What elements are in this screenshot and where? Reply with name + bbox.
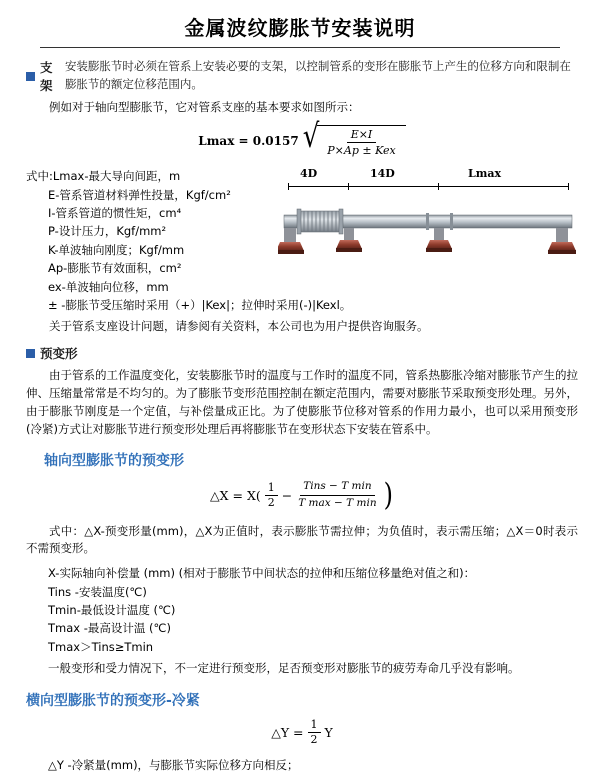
formula-lmax bbox=[26, 118, 578, 157]
radical-sign-icon: √ bbox=[302, 118, 320, 156]
section-heading-support bbox=[26, 58, 578, 94]
formula-lmax-lhs: Lmax = 0.0157 bbox=[198, 134, 299, 148]
section-heading-predeform-label: 预变形 bbox=[40, 346, 78, 362]
equation-axial-frac-num: Tins − T min bbox=[300, 480, 374, 496]
formula-lmax-radical bbox=[302, 118, 406, 157]
bullet-square-icon bbox=[26, 72, 35, 81]
equation-axial-half-num: 1 bbox=[265, 481, 278, 496]
axial-item: Tmax＞Tins≥Tmin bbox=[48, 639, 154, 654]
pipe-diagram-svg bbox=[278, 193, 578, 267]
equation-lateral-half-num: 1 bbox=[308, 718, 321, 733]
figure-label-lmax: Lmax bbox=[468, 167, 502, 181]
section-lateral-explain: △Y -冷紧量(mm)，与膨胀节实际位移方向相反； bbox=[48, 757, 299, 772]
equation-lateral bbox=[26, 718, 578, 747]
document-content bbox=[0, 58, 600, 774]
bullet-square-icon bbox=[26, 349, 35, 358]
equation-axial-half bbox=[265, 481, 278, 510]
page-title: 金属波纹膨胀节安装说明 bbox=[184, 16, 416, 40]
axial-items-list bbox=[26, 564, 578, 656]
equation-axial-frac-den: T max − T min bbox=[298, 497, 377, 510]
legend-item: K-单波轴向刚度；Kgf/mm bbox=[48, 242, 185, 257]
legend-item: Ap-膨胀节有效面积，cm² bbox=[48, 261, 182, 276]
section-heading-axial: 轴向型膨胀节的预变形 bbox=[44, 453, 184, 470]
axial-item: Tmin-最低设计温度 (℃) bbox=[48, 603, 176, 618]
equation-axial-rparen: ) bbox=[383, 476, 393, 513]
section-axial-note: 一般变形和受力情况下，不一定进行预变形，足否预变形对膨胀节的疲劳寿命几乎没有影响。 bbox=[48, 661, 520, 676]
legend-item: ± -膨胀节受压缩时采用（+）|Kex|；拉伸时采用(-)|Kexl。 bbox=[48, 297, 352, 312]
legend-item: P-设计压力，Kgf/mm² bbox=[48, 224, 167, 239]
formula-lmax-numerator: E×I bbox=[347, 128, 377, 143]
legend-item: I-管系管道的惯性矩，cm⁴ bbox=[48, 205, 182, 220]
legend-item: ex-单波轴向位移，mm bbox=[48, 279, 169, 294]
section-predeform-para: 由于管系的工作温度变化，安装膨胀节时的温度与工作时的温度不同，管系热膨胀冷缩对膨胀节产生的拉伸、压缩量常常是不均匀的。为了膨胀节变形范围控制在额定范围内，需要对膨胀节采取预变形处理。另外，由于膨胀节刚度是一个定值，与补偿量成正比。为了使膨胀节位移对管系的作用力最小，也可以采用预变形(冷紧)方式让对膨胀节进行预变形处理后再将膨胀节在变形状态下安装在管系中。 bbox=[26, 368, 578, 436]
axial-item: Tmax -最高设计温 (℃) bbox=[48, 621, 171, 636]
equation-lateral-rhs: Y bbox=[324, 724, 333, 740]
equation-axial-lhs: △X = X( bbox=[210, 488, 261, 504]
support-closing-para: 关于管系支座设计问题，请参阅有关资料，本公司也为用户提供咨询服务。 bbox=[49, 319, 429, 334]
figure-labels bbox=[278, 167, 578, 183]
equation-axial-fraction bbox=[295, 480, 379, 510]
axial-item: X-实际轴向补偿量 (mm) (相对于膨胀节中间状态的拉伸和压缩位移量绝对值之和)： bbox=[48, 566, 476, 581]
figure-dimension-lines bbox=[278, 183, 578, 191]
equation-axial-minus: − bbox=[281, 488, 293, 504]
axial-item: Tins -安装温度(℃) bbox=[48, 584, 147, 599]
equation-lateral-lhs: △Y = bbox=[271, 724, 304, 740]
equation-lateral-half bbox=[308, 718, 321, 747]
document-page bbox=[0, 12, 600, 772]
pipe-support-figure bbox=[278, 167, 578, 267]
formula-lmax-denominator: P×Ap ± Kex bbox=[327, 144, 396, 157]
section-support-para2: 例如对于轴向型膨胀节，它对管系支座的基本要求如图所示： bbox=[49, 100, 360, 114]
section-axial-explain: 式中：△X-预变形量(mm)，△X为正值时，表示膨胀节需拉伸；为负值时，表示需压缩；△X＝0时表示不需预变形。 bbox=[26, 523, 578, 556]
figure-label-4d: 4D bbox=[300, 167, 318, 181]
pipe-diagram bbox=[278, 193, 578, 267]
section-heading-predeform bbox=[26, 344, 578, 362]
title-divider bbox=[40, 47, 560, 48]
equation-axial-half-den: 2 bbox=[267, 496, 275, 510]
section-support-intro: 安装膨胀节时必须在管系上安装必要的支架，以控制管系的变形在膨胀节上产生的位移方向和限制在膨胀节的额定位移范围内。 bbox=[64, 59, 571, 91]
section-heading-support-label: 支架 bbox=[40, 60, 53, 93]
figure-label-14d: 14D bbox=[370, 167, 395, 181]
section-heading-lateral: 横向型膨胀节的预变形-冷紧 bbox=[26, 693, 200, 710]
equation-axial bbox=[26, 476, 578, 513]
legend-item: 式中:Lmax-最大导向间距，m bbox=[26, 169, 181, 184]
legend-item: E-管系管道材料弹性投量，Kgf/cm² bbox=[48, 187, 231, 202]
equation-lateral-half-den: 2 bbox=[310, 732, 318, 746]
